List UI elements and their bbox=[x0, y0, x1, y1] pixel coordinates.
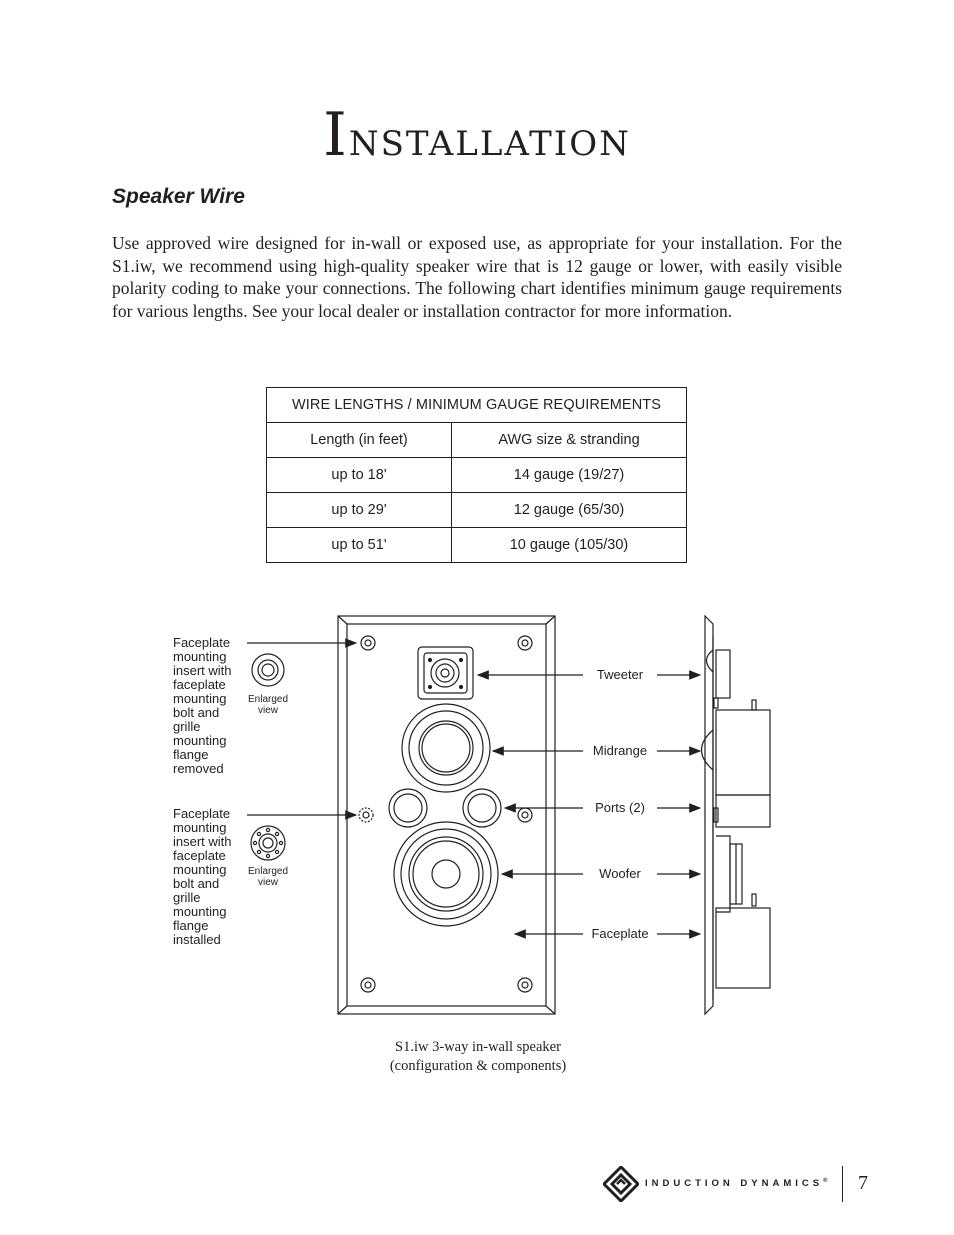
label-woofer: Woofer bbox=[599, 866, 641, 881]
enlarged-view-installed bbox=[251, 826, 285, 860]
induction-dynamics-logo-icon bbox=[603, 1166, 639, 1202]
table-cell-length: up to 51' bbox=[267, 528, 452, 563]
footer-divider bbox=[842, 1166, 843, 1202]
woofer bbox=[394, 822, 498, 926]
label-faceplate: Faceplate bbox=[591, 926, 649, 941]
label-insert-removed: Faceplate mounting insert with faceplate mounting bolt and grille mounting flange removed bbox=[173, 635, 232, 776]
table-cell-length: up to 29' bbox=[267, 493, 452, 528]
brand-name: INDUCTION DYNAMICS® bbox=[645, 1178, 828, 1190]
label-midrange: Midrange bbox=[592, 743, 648, 758]
side-profile bbox=[702, 616, 771, 1014]
midrange bbox=[402, 704, 490, 792]
label-enlarged-view: Enlarged view bbox=[247, 866, 289, 888]
label-ports: Ports (2) bbox=[595, 800, 645, 815]
front-faceplate bbox=[338, 616, 555, 1014]
table-cell-awg: 10 gauge (105/30) bbox=[452, 528, 687, 563]
tweeter bbox=[418, 647, 473, 699]
table-cell-awg: 14 gauge (19/27) bbox=[452, 458, 687, 493]
label-insert-installed: Faceplate mounting insert with faceplate mounting bolt and grille mounting flange installed bbox=[173, 806, 232, 947]
column-header-awg: AWG size & stranding bbox=[452, 423, 687, 458]
body-paragraph: Use approved wire designed for in-wall or exposed use, as appropriate for your installation. For the S1.iw, we recommend using high-quality speaker wire that is 12 gauge or lower, with easily visible polarity coding to make your connections. The following chart identifies minimum gauge requirements for various lengths. See your local dealer or installation contractor for more information. bbox=[112, 233, 842, 321]
page-number: 7 bbox=[858, 1172, 868, 1194]
label-tweeter: Tweeter bbox=[596, 667, 644, 682]
label-enlarged-view: Enlarged view bbox=[247, 694, 289, 716]
diagram-caption: S1.iw 3-way in-wall speaker (configuration & components) bbox=[389, 1039, 567, 1074]
column-header-length: Length (in feet) bbox=[267, 423, 452, 458]
ports bbox=[389, 789, 501, 827]
table-cell-awg: 12 gauge (65/30) bbox=[452, 493, 687, 528]
section-heading: Speaker Wire bbox=[112, 185, 245, 208]
table-cell-length: up to 18' bbox=[267, 458, 452, 493]
table-title: WIRE LENGTHS / MINIMUM GAUGE REQUIREMENTS bbox=[267, 388, 687, 423]
page-title: Installation bbox=[323, 100, 631, 170]
enlarged-view-removed bbox=[252, 654, 284, 686]
